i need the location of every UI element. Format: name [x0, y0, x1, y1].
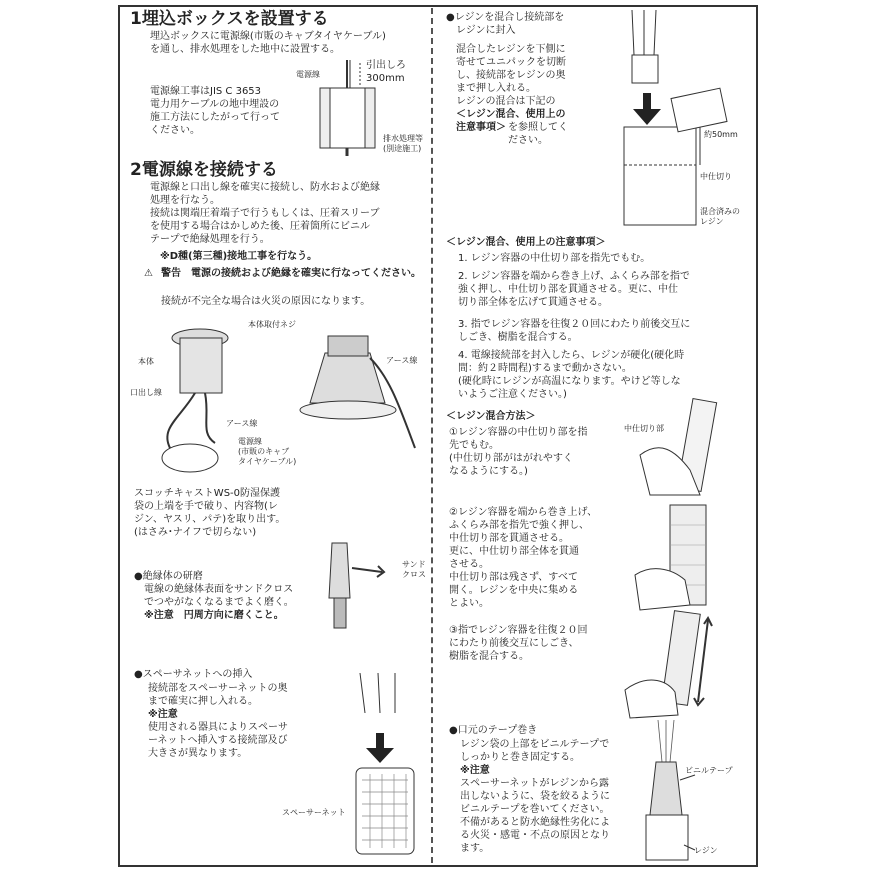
section1-heading: 1埋込ボックスを設置する: [130, 9, 329, 29]
tape-note-head: ※注意: [460, 765, 490, 776]
warning-title: 警告 電源の接続および絶縁を確実に行なってください。: [161, 268, 421, 279]
fig-sandcloth-label: サンド クロス: [402, 560, 426, 579]
method-step-1: ①レジン容器の中仕切り部を指 先でもむ。 (中仕切り部がはがれやすく なるようにする。): [449, 427, 588, 477]
tape-text: レジン袋の上部をビニルテープで しっかりと巻き固定する。: [460, 739, 610, 763]
fig-midwall-label: 中仕切り: [700, 172, 732, 181]
caution-item-2: 2. レジン容器を端から巻き上げ、ふくらみ部を指で 強く押し、中仕切り部を貫通させる。更に、中仕 切り部全体を広げて貫通させる。: [458, 271, 690, 308]
spacer-net-figure: [350, 668, 430, 858]
tape-wrap-figure: [640, 720, 740, 865]
polish-title: ●絶縁体の研磨: [134, 571, 203, 582]
resin-seal-figure: [610, 5, 750, 230]
polish-text: 電線の絶縁体表面をサンドクロス でつやがなくなるまでよく磨く。: [144, 584, 294, 608]
fig-power-label: 電源線: [296, 70, 320, 79]
spacer-title: ●スペーサネットへの挿入: [134, 669, 253, 680]
fig-50mm-label: 約50mm: [704, 130, 738, 139]
fig-earth1-label: アース線: [226, 419, 258, 428]
fig-midwall-part-label: 中仕切り部: [624, 424, 664, 433]
fig-cable-label: 電源線 (市販のキャブ タイヤケーブル): [238, 437, 297, 466]
fig-mixed-resin-label: 混合済みの レジン: [700, 207, 740, 226]
tape-title: ●口元のテープ巻き: [449, 725, 538, 736]
method-step-3: ③指でレジン容器を往復２０回 にわたり前後交互にしごき、 樹脂を混合する。: [449, 625, 588, 662]
tape-note: スペーサーネットがレジンから露 出しないように、袋を絞るように ビニルテープを巻いてください。 不備があると防水絶縁性劣化によ る火災・感電・不点の原因となり ます。: [460, 778, 610, 854]
section2-body: 電源線と口出し線を確実に接続し、防水および絶縁 処理を行なう。 接続は関端圧着端子で行うもしくは、圧着スリーブ を使用する場合はかしめた後、圧着箇所にビニル テープで絶縁処理を行う。: [150, 182, 380, 245]
caution-title: ＜レジン混合、使用上の注意事項＞: [446, 237, 606, 248]
caution-item-4: 4. 電線接続部を封入したら、レジンが硬化(硬化時 間：約２時間程)するまで動かさない。 (硬化時にレジンが高温になります。やけど等しな いようご注意ください。): [458, 350, 685, 400]
fig-pull-label: 引出しろ 300mm: [366, 60, 406, 84]
section2-heading: 2電源線を接続する: [130, 160, 278, 180]
polish-note: ※注意 円周方向に磨くこと。: [144, 610, 284, 621]
resin-knead-figure: [630, 400, 740, 500]
resin-mix-figure: [620, 610, 740, 720]
section1-lead: 埋込ボックスに電源線(市販のキャブタイヤケーブル) を通し、排水処理をした地中に設置する。: [150, 31, 386, 55]
seal-title: ●レジンを混合し接続部を レジンに封入: [446, 12, 565, 36]
spacer-note: 使用される器具によりスペーサ ーネットへ挿入する接続部及び 大きさが異なります。: [148, 722, 288, 759]
column-divider: [431, 8, 433, 863]
kit-instructions: スコッチキャストWS-0防湿保護 袋の上端を手で破り、内容物(レ ジン、ヤスリ、パテ)を取り出す。 (はさみ･ナイフで切らない): [134, 488, 286, 538]
fig-body-label: 本体: [138, 357, 154, 366]
fig-resin-label: レジン: [694, 846, 718, 855]
caution-item-3: 3. 指でレジン容器を往復２０回にわたり前後交互に しごき、樹脂を混合する。: [458, 319, 691, 343]
method-title: ＜レジン混合方法＞: [446, 411, 536, 422]
spacer-note-head: ※注意: [148, 709, 178, 720]
method-step-2: ②レジン容器を端から巻き上げ、 ふくらみ部を指先で強く押し、 中仕切り部を貫通させる。 更に、中仕切り部全体を貫通 させる。 中仕切り部は残さず、すべて 開く。レジンを中央に集める とよい。: [449, 507, 598, 609]
spacer-text: 接続部をスペーサーネットの奥 まで確実に押し入れる。: [148, 683, 288, 707]
fig-screw-label: 本体取付ネジ: [248, 320, 296, 329]
fig-earth2-label: アース線: [386, 356, 418, 365]
warning-icon: ⚠: [144, 268, 153, 279]
seal-ref: ＜レジン混合、使用上の 注意事項＞: [456, 109, 566, 133]
sandcloth-figure: [322, 538, 432, 638]
caution-item-1: 1. レジン容器の中仕切り部を指先でもむ。: [458, 253, 651, 264]
fig-tape-label: ビニルテープ: [685, 766, 733, 775]
seal-ref-tail: を参照してく ださい。: [508, 122, 568, 146]
fig-spacer-label: スペーサーネット: [282, 808, 346, 817]
seal-text: 混合したレジンを下側に 寄せてユニパックを切断 し、接続部をレジンの奥 まで押し入れる。 レジンの混合は下記の: [456, 44, 566, 107]
warning-text: 接続が不完全な場合は火災の原因になります。: [161, 296, 371, 307]
resin-roll-figure: [630, 505, 740, 615]
fig-drain-label: 排水処理等 (別途施工): [383, 134, 423, 153]
section1-note: 電源線工事はJIS C 3653 電力用ケーブルの地中埋設の 施工方法にしたがって行って ください。: [150, 86, 280, 136]
ground-note: ※D種(第三種)接地工事を行なう。: [160, 251, 318, 262]
fig-lead-label: 口出し線: [130, 388, 162, 397]
